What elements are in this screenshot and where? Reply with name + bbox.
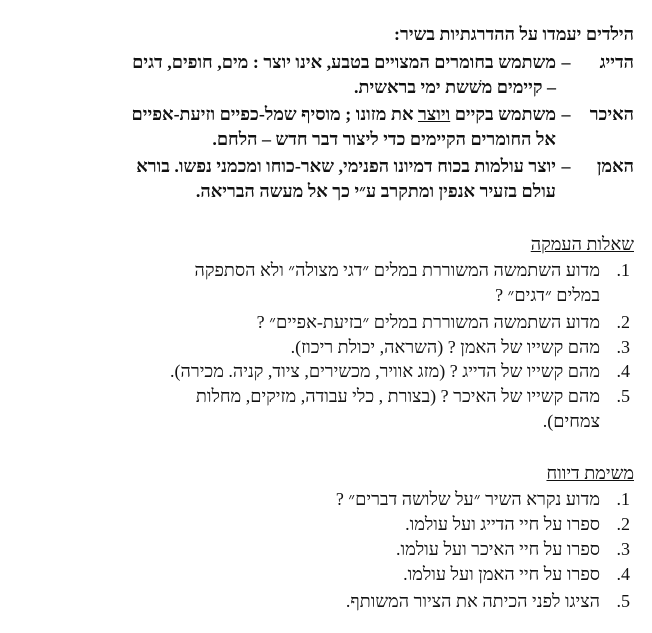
farmer-text-creates: ויוצר [418, 104, 451, 124]
question-text: מדוע השתמשה המשוררת במלים ״בזיעת-אפיים״ ? [256, 312, 600, 332]
deepening-question-4 [170, 359, 630, 383]
fisherman-dash: – [561, 52, 571, 72]
deepening-question-5 [196, 384, 630, 408]
item-number: 5. [616, 591, 630, 611]
deepening-question-5-cont: צמחים). [542, 411, 600, 431]
question-number: 3. [616, 337, 630, 357]
artist-term: האמן [596, 156, 634, 176]
item-number: 2. [616, 514, 630, 534]
deepening-questions-title: שאלות העמקה [530, 234, 634, 254]
item-text: הציגו לפני הכיתה את הציור המשותף. [345, 591, 600, 611]
farmer-line-2: אל החומרים הקיימים כדי ליצור דבר חדש – הלחם. [212, 129, 556, 149]
question-number: 5. [616, 386, 630, 406]
item-text: ספרו על חיי האיכר ועל עולמו. [395, 539, 600, 559]
report-item-1 [336, 487, 630, 511]
farmer-dash: – [561, 104, 571, 124]
farmer-term: האיכר [589, 104, 634, 124]
report-item-4 [403, 562, 630, 586]
fisherman-term: הדייג [599, 52, 634, 72]
farmer-line-1 [132, 102, 634, 126]
report-item-5 [346, 589, 630, 613]
item-text: מדוע נקרא השיר ״על שלושה דברים״ ? [335, 489, 600, 509]
item-number: 4. [616, 564, 630, 584]
fisherman-line-1 [132, 50, 634, 74]
question-text: מדוע השתמשה המשוררת במלים ״דגי מצולה״ ולא הסתפקה [194, 260, 600, 280]
question-text: מהם קשייו של האיכר ? (בצורת , כלי עבודה, מזיקים, מחלות [195, 386, 600, 406]
question-number: 2. [616, 312, 630, 332]
farmer-text-1c: את מזונו ; מוסיף שמל-כפיים וזיעת-אפיים [131, 104, 418, 124]
intro-text: הילדים יעמדו על ההדרגתיות בשיר: [394, 24, 634, 44]
fisherman-line-2: – קיימים משׁשת ימי בראשית. [354, 77, 556, 97]
artist-text-1: יוצר עולמות בכוח דמיונו הפנימי, שאר-כוחו ומכמני נפשו. בורא [136, 156, 556, 176]
report-task-title: משימת דיווח [546, 463, 634, 483]
question-number: 1. [616, 260, 630, 280]
artist-dash: – [561, 156, 571, 176]
artist-line-2: עולם בזעיר אנפין ומתקרב ע״י כך אל מעשה הבריאה. [195, 181, 556, 201]
item-number: 3. [616, 539, 630, 559]
question-text: מהם קשייו של האמן ? (השראה, יכולת ריכוז). [290, 337, 600, 357]
item-text: ספרו על חיי האמן ועל עולמו. [403, 564, 600, 584]
fisherman-text-1: משתמש בחומרים המצויים בטבע, אינו יוצר : מים, חופים, דגים [132, 52, 556, 72]
deepening-question-2 [257, 310, 630, 334]
question-number: 4. [616, 361, 630, 381]
item-number: 1. [616, 489, 630, 509]
artist-line-1 [136, 154, 634, 178]
report-item-2 [405, 512, 630, 536]
deepening-question-1-cont: במלים ״דגים״ ? [495, 285, 600, 305]
deepening-question-1 [194, 258, 630, 282]
report-item-3 [396, 537, 630, 561]
deepening-question-3 [291, 335, 630, 359]
item-text: ספרו על חיי הדייג ועל עולמו. [405, 514, 600, 534]
farmer-text-1a: משתמש בקיים [450, 104, 556, 124]
question-text: מהם קשייו של הדייג ? (מזג אוויר, מכשירים, ציוד, קניה. מכירה). [170, 361, 600, 381]
